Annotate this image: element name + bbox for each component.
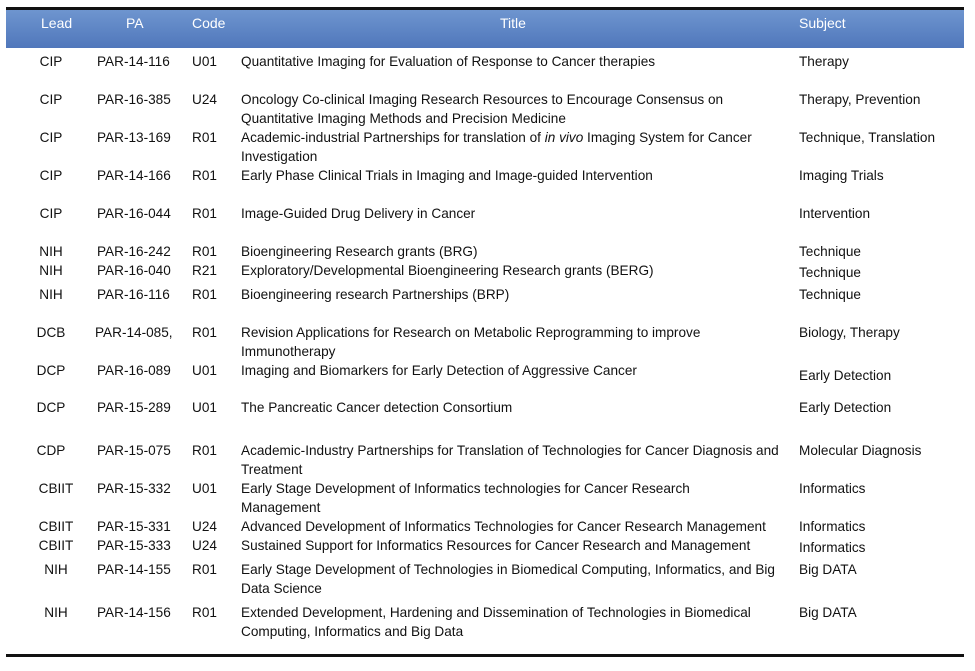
cell-subject: Informatics xyxy=(799,540,866,555)
table-header xyxy=(6,10,964,48)
cell-subject: Therapy xyxy=(799,54,849,69)
cell-subject: Big DATA xyxy=(799,605,857,620)
cell-pa: PAR-14-156 xyxy=(97,605,171,620)
cell-pa: PAR-16-044 xyxy=(97,206,171,221)
cell-title: Exploratory/Developmental Bioengineering Research grants (BERG) xyxy=(241,263,654,278)
cell-subject: Intervention xyxy=(799,206,871,221)
cell-subject: Early Detection xyxy=(799,400,892,415)
cell-lead: CIP xyxy=(39,130,63,145)
cell-subject: Molecular Diagnosis xyxy=(799,443,922,458)
cell-pa: PAR-14-155 xyxy=(97,562,171,577)
table-bottom-rule xyxy=(6,654,964,657)
cell-pa: PAR-14-116 xyxy=(97,54,170,69)
header-subject: Subject xyxy=(799,15,846,31)
cell-lead: CIP xyxy=(39,206,63,221)
cell-lead: CIP xyxy=(39,168,63,183)
cell-pa: PAR-15-331 xyxy=(97,519,171,534)
cell-code: U01 xyxy=(192,481,217,496)
cell-title xyxy=(241,128,791,166)
title-text-before: Academic-industrial Partnerships for translation of xyxy=(241,130,545,145)
cell-pa: PAR-15-075 xyxy=(97,443,171,458)
cell-lead: CIP xyxy=(39,92,63,107)
cell-pa: PAR-15-289 xyxy=(97,400,171,415)
cell-lead: CIP xyxy=(39,54,63,69)
title-text-after: Imaging System for Cancer Investigation xyxy=(241,130,752,164)
cell-code: U01 xyxy=(192,54,217,69)
cell-pa: PAR-13-169 xyxy=(97,130,171,145)
cell-title: Extended Development, Hardening and Dissemination of Technologies in Biomedical Computing, Informatics and Big Data xyxy=(241,605,751,639)
header-pa: PA xyxy=(126,15,144,31)
cell-code: R01 xyxy=(192,443,217,458)
cell-subject: Technique xyxy=(799,287,861,302)
cell-pa: PAR-15-332 xyxy=(97,481,171,496)
cell-title: Early Stage Development of Informatics technologies for Cancer Research Management xyxy=(241,481,690,515)
cell-title: Bioengineering research Partnerships (BRP) xyxy=(241,287,510,302)
cell-subject: Informatics xyxy=(799,519,866,534)
cell-lead: NIH xyxy=(44,605,68,620)
cell-code: R01 xyxy=(192,130,217,145)
cell-code: R01 xyxy=(192,244,217,259)
cell-code: R01 xyxy=(192,168,217,183)
cell-code: U24 xyxy=(192,92,217,107)
cell-pa: PAR-16-089 xyxy=(97,363,171,378)
cell-title: Oncology Co-clinical Imaging Research Resources to Encourage Consensus on Quantitative Imaging Methods and Precision Medicine xyxy=(241,92,724,126)
cell-title: Quantitative Imaging for Evaluation of Response to Cancer therapies xyxy=(241,54,656,69)
cell-subject: Early Detection xyxy=(799,368,892,383)
cell-code: R01 xyxy=(192,287,217,302)
cell-code: R01 xyxy=(192,562,217,577)
cell-subject: Therapy, Prevention xyxy=(799,92,921,107)
cell-lead: CBIIT xyxy=(38,538,74,553)
cell-lead: NIH xyxy=(39,263,63,278)
cell-title: Early Stage Development of Technologies in Biomedical Computing, Informatics, and Big Data Science xyxy=(241,562,775,596)
cell-lead: NIH xyxy=(39,244,63,259)
cell-subject: Technique xyxy=(799,265,861,280)
cell-pa: PAR-14-085, xyxy=(95,325,173,340)
cell-code: R01 xyxy=(192,325,217,340)
cell-pa: PAR-16-116 xyxy=(97,287,170,302)
cell-pa: PAR-14-166 xyxy=(97,168,171,183)
cell-lead: DCB xyxy=(36,325,66,340)
cell-subject: Biology, Therapy xyxy=(799,325,900,340)
cell-pa: PAR-16-040 xyxy=(97,263,171,278)
cell-subject: Imaging Trials xyxy=(799,168,884,183)
cell-lead: DCP xyxy=(36,400,66,415)
cell-pa: PAR-16-242 xyxy=(97,244,171,259)
header-code: Code xyxy=(192,15,226,31)
cell-subject: Technique, Translation xyxy=(799,130,936,145)
cell-lead: DCP xyxy=(36,363,66,378)
cell-pa: PAR-15-333 xyxy=(97,538,171,553)
cell-title: Academic-Industry Partnerships for Translation of Technologies for Cancer Diagnosis and Treatment xyxy=(241,443,779,477)
header-lead: Lead xyxy=(41,15,73,31)
header-title: Title xyxy=(500,15,526,31)
cell-title: Advanced Development of Informatics Technologies for Cancer Research Management xyxy=(241,519,766,534)
cell-title: Early Phase Clinical Trials in Imaging and Image-guided Intervention xyxy=(241,168,653,183)
cell-lead: CDP xyxy=(36,443,66,458)
cell-subject: Technique xyxy=(799,244,861,259)
cell-code: U24 xyxy=(192,538,217,553)
cell-lead: NIH xyxy=(44,562,68,577)
cell-lead: CBIIT xyxy=(38,519,74,534)
cell-title: Bioengineering Research grants (BRG) xyxy=(241,244,478,259)
cell-lead: NIH xyxy=(39,287,63,302)
cell-subject: Big DATA xyxy=(799,562,857,577)
cell-title: The Pancreatic Cancer detection Consortium xyxy=(241,400,513,415)
cell-code: U01 xyxy=(192,400,217,415)
cell-code: U01 xyxy=(192,363,217,378)
cell-title: Sustained Support for Informatics Resources for Cancer Research and Management xyxy=(241,538,751,553)
cell-code: R01 xyxy=(192,605,217,620)
title-text-italic: in vivo xyxy=(544,130,584,145)
cell-lead: CBIIT xyxy=(38,481,74,496)
cell-code: R21 xyxy=(192,263,217,278)
cell-title: Image-Guided Drug Delivery in Cancer xyxy=(241,206,476,221)
cell-title: Imaging and Biomarkers for Early Detection of Aggressive Cancer xyxy=(241,363,637,378)
cell-code: U24 xyxy=(192,519,217,534)
cell-title: Revision Applications for Research on Metabolic Reprogramming to improve Immunotherapy xyxy=(241,325,701,359)
cell-code: R01 xyxy=(192,206,217,221)
cell-pa: PAR-16-385 xyxy=(97,92,171,107)
cell-subject: Informatics xyxy=(799,481,866,496)
